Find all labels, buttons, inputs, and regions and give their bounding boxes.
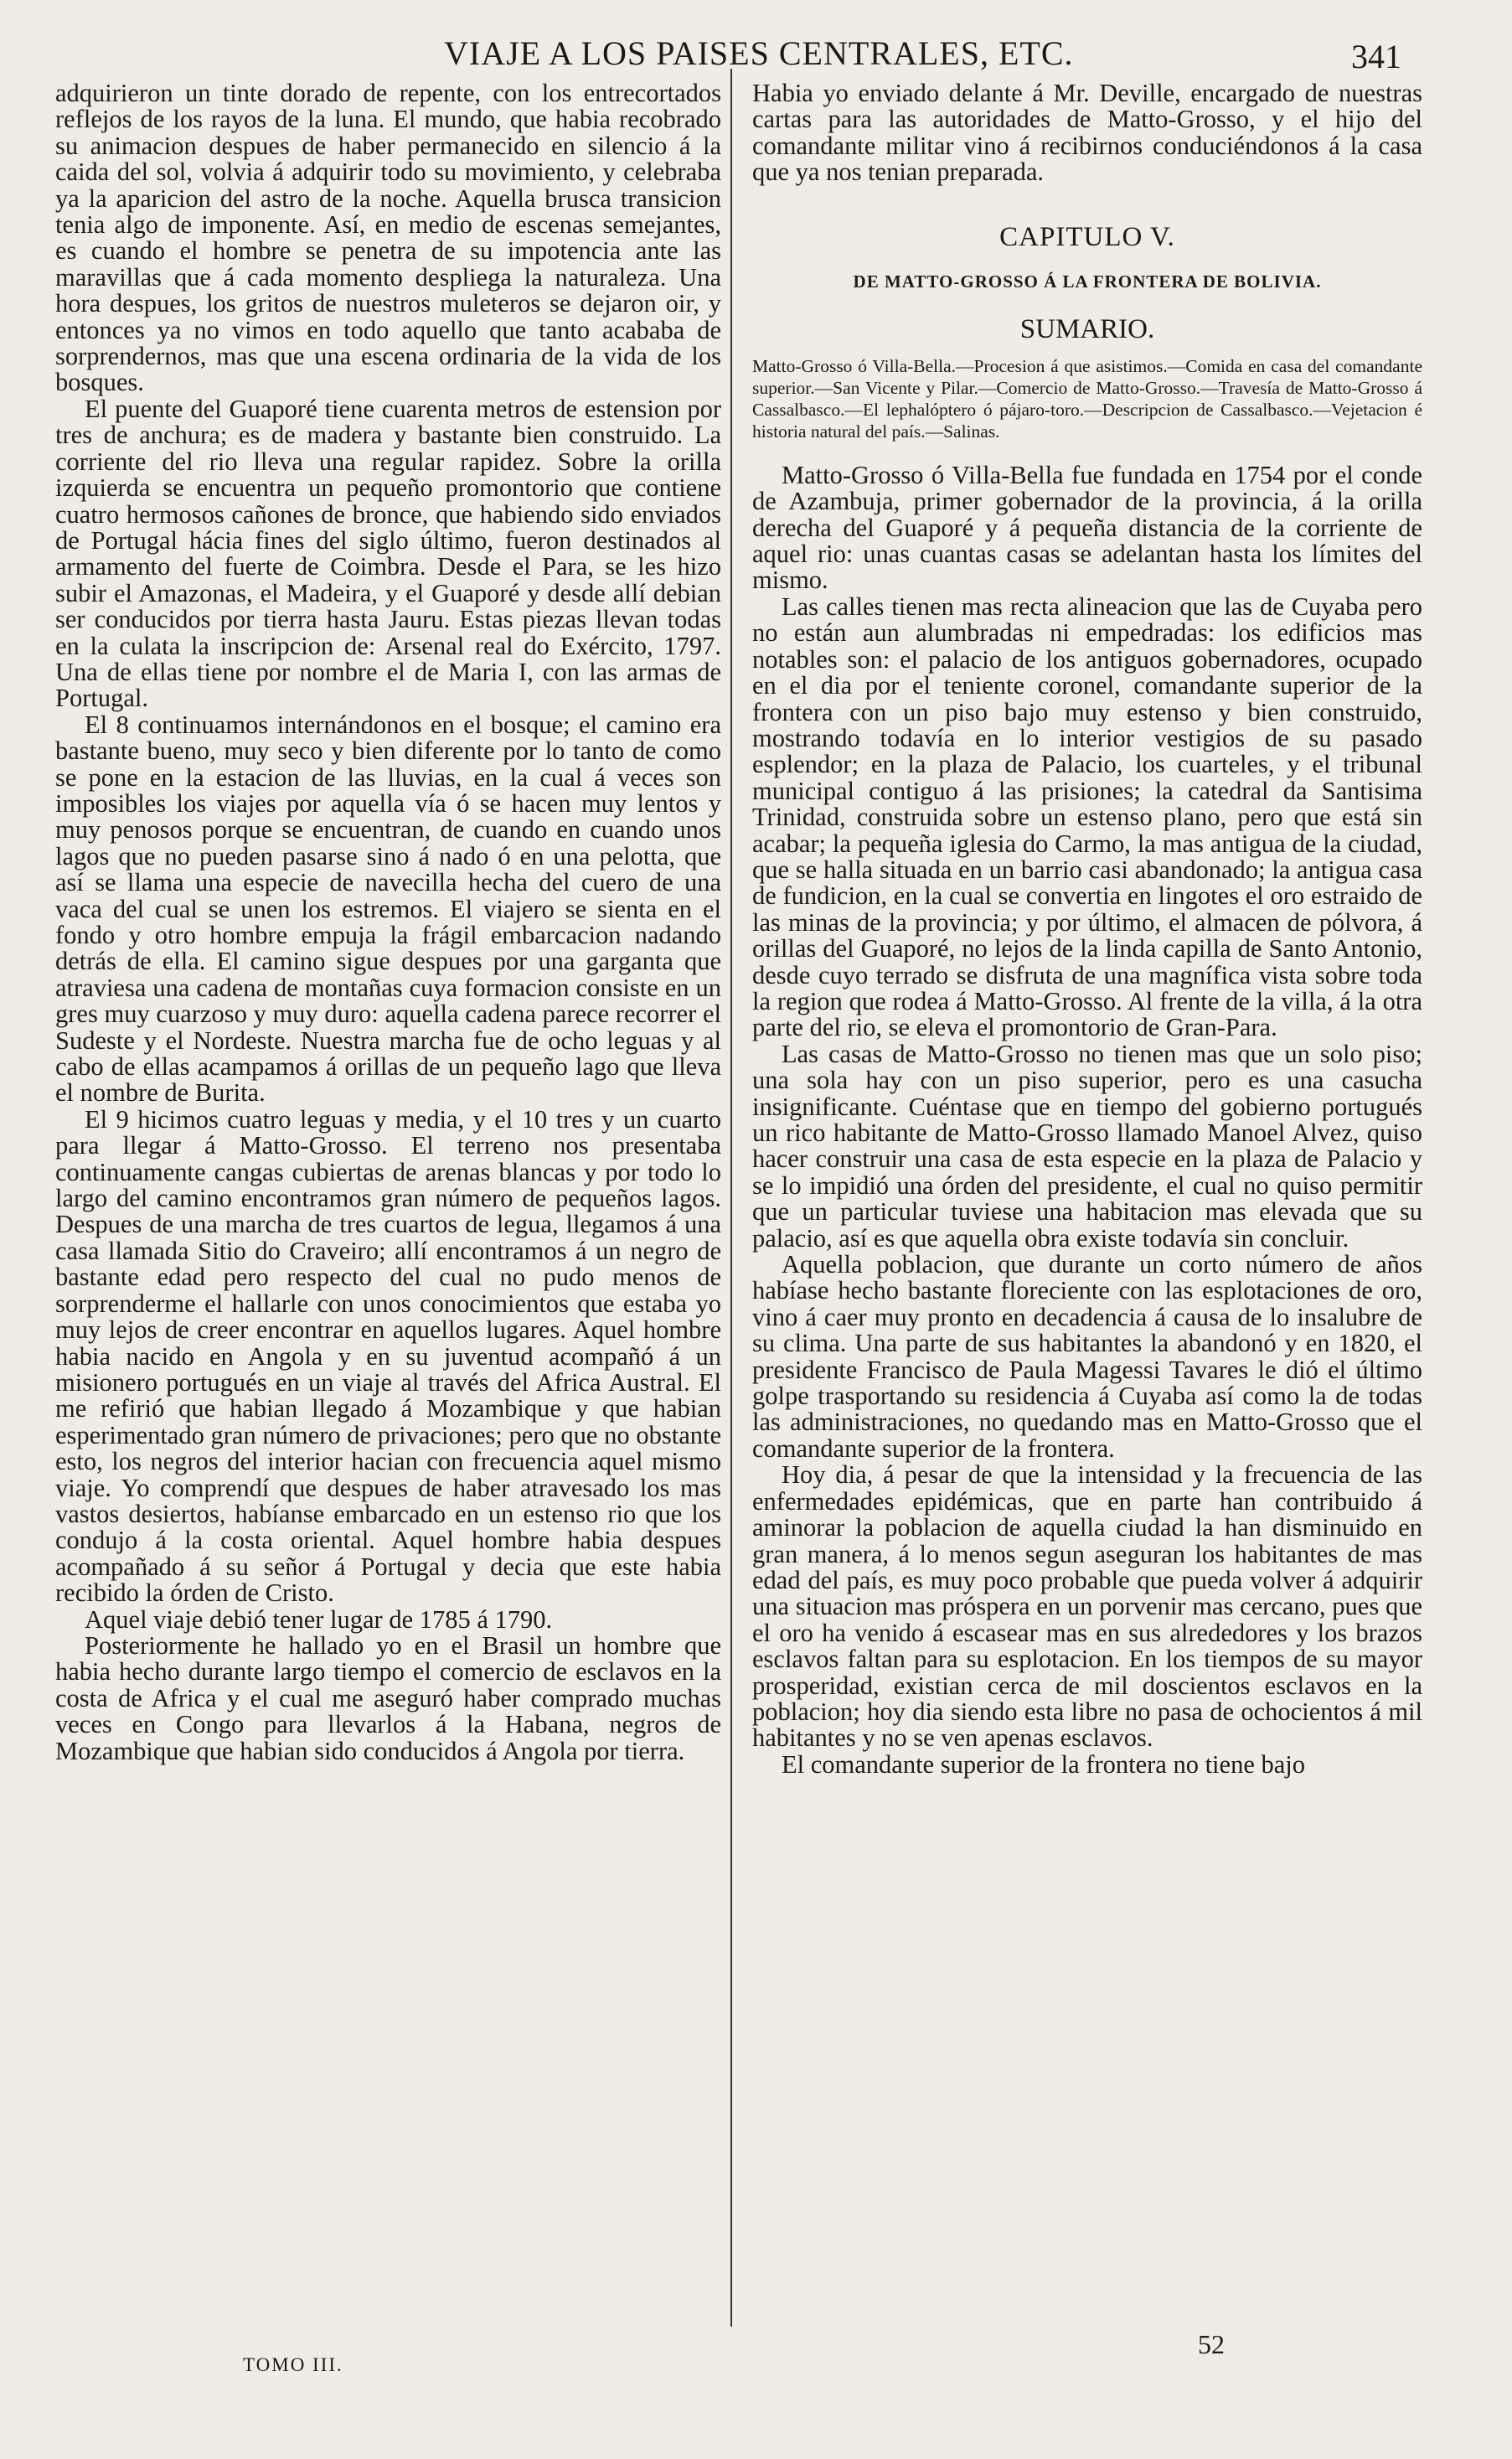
paragraph: Las calles tienen mas recta alineacion que las de Cuyaba pero no están aun alumbradas ni empedradas: los edificios mas notables son: el palacio de los antiguos gobernadores, ocupado en el dia por el teniente coronel, comandante superior de la frontera con un piso bajo muy estenso y bien construido, mostrando todavía en lo interior vestigios de su pasado esplendor; en la plaza de Palacio, los cuarteles, y el tribunal municipal contiguo á las prisiones; la catedral da Santisima Trinidad, construida sobre un estenso plano, pero que está sin acabar; la pequeña iglesia do Carmo, la mas antigua de la ciudad, que se halla situada en un barrio casi abandonado; la antigua casa de fundicion, en la cual se convertia en lingotes el oro estraido de las minas de la provincia; y por último, el almacen de pólvora, á orillas del Guaporé, no lejos de la linda capilla de Santo Antonio, desde cuyo terrado se disfruta de una magnífica vista sobre toda la region que rodea á Matto-Grosso. Al frente de la villa, á la otra parte del rio, se eleva el promontorio de Gran-Para.: [752, 592, 1422, 1042]
intro-paragraph: Habia yo enviado delante á Mr. Deville, encargado de nuestras cartas para las autoridades de Matto-Grosso, y el hijo del comandante militar vino á recibirnos conduciéndonos á la casa que ya nos tenian preparada.: [752, 79, 1422, 187]
paragraph: adquirieron un tinte dorado de repente, con los entrecortados reflejos de los rayos de la luna. El mundo, que habia recobrado su animacion despues de haber permanecido en silencio á la caida del sol, volvia á adquirir todo su movimiento, y celebraba ya la aparicion del astro de la noche. Aquella brusca transicion tenia algo de imponente. Así, en medio de escenas semejantes, es cuando el hombre se penetra de su impotencia ante las maravillas que á cada momento despliega la naturaleza. Una hora despues, los gritos de nuestros muleteros se dejaron oir, y entonces ya no vimos en todo aquello que tanto acababa de sorprendernos, mas que una escena ordinaria de la vida de los bosques.: [55, 79, 721, 397]
running-title: VIAJE A LOS PAISES CENTRALES, ETC.: [444, 34, 1074, 72]
signature-mark: 52: [1198, 2329, 1225, 2359]
left-column: [55, 80, 721, 1764]
paragraph: Aquella poblacion, que durante un corto número de años habíase hecho bastante floreciente con las esplotaciones de oro, vino á caer muy pronto en decadencia á causa de lo insalubre de su clima. Una parte de sus habitantes la abandonó y en 1820, el presidente Francisco de Paula Magessi Tavares le dió el último golpe trasportando su residencia á Cuyaba así como la de todas las administraciones, no quedando mas en Matto-Grosso que el comandante superior de la frontera.: [752, 1250, 1422, 1463]
paragraph: El puente del Guaporé tiene cuarenta metros de estension por tres de anchura; es de madera y bastante bien construido. La corriente del rio lleva una regular rapidez. Sobre la orilla izquierda se encuentra un pequeño promontorio que contiene cuatro hermosos cañones de bronce, que habiendo sido enviados de Portugal hácia fines del siglo último, fueron destinados al armamento del fuerte de Coimbra. Desde el Para, se les hizo subir el Amazonas, el Madeira, y el Guaporé y desde allí debian ser conducidos por tierra hasta Jauru. Estas piezas llevan todas en la culata la inscripcion de: Arsenal real do Exército, 1797. Una de ellas tiene por nombre el de Maria I, con las armas de Portugal.: [55, 394, 721, 713]
paragraph: Las casas de Matto-Grosso no tienen mas que un solo piso; una sola hay con un piso superior, pero es una casucha insignificante. Cuéntase que en tiempo del gobierno portugués un rico habitante de Matto-Grosso llamado Manoel Alvez, quiso hacer construir una casa de esta especie en la plaza de Palacio y se lo impidió una órden del presidente, el cual no quiso permitir que un particular tuviese una habitacion mas elevada que su palacio, así es que aquella obra existe todavía sin concluir.: [752, 1039, 1422, 1253]
paragraph: Posteriormente he hallado yo en el Brasil un hombre que habia hecho durante largo tiempo el comercio de esclavos en la costa de Africa y el cual me aseguró haber comprado muchas veces en Congo para llevarlos á la Habana, negros de Mozambique que habian sido conducidos á Angola por tierra.: [55, 1630, 721, 1765]
paragraph: El comandante superior de la frontera no tiene bajo: [782, 1749, 1305, 1779]
paragraph: Matto-Grosso ó Villa-Bella fue fundada en 1754 por el conde de Azambuja, primer gobernador de la provincia, á la orilla derecha del Guaporé y á pequeña distancia de la corriente de aquel rio: unas cuantas casas se adelantan hasta los límites del mismo.: [752, 460, 1422, 595]
volume-label: TOMO III.: [243, 2354, 343, 2375]
paragraph: El 8 continuamos internándonos en el bosque; el camino era bastante bueno, muy seco y bien diferente por lo tanto de como se pone en la estacion de las lluvias, en la cual á veces son imposibles los viajes por aquella vía ó se hacen muy lentos y muy penosos porque se encuentran, de cuando en cuando unos lagos que no pueden pasarse sino á nado ó en una pelotta, que así se llama una especie de navecilla hecha del cuero de una vaca del cual se unen los estremos. El viajero se sienta en el fondo y otro hombre empuja la frágil embarcacion nadando detrás de ella. El camino sigue despues por una garganta que atraviesa una cadena de montañas cuya formacion consiste en un gres muy cuarzoso y muy duro: aquella cadena parece recorrer el Sudeste y el Nordeste. Nuestra marcha fue de ocho leguas y al cabo de ellas acampamos á orillas de un pequeño lago que lleva el nombre de Burita.: [55, 710, 721, 1108]
column-divider: [730, 69, 732, 2327]
paragraph: El 9 hicimos cuatro leguas y media, y el 10 tres y un cuarto para llegar á Matto-Grosso. El terreno nos presentaba continuamente cangas cubiertas de arenas blancas y por todo lo largo del camino encontramos gran número de pequeños lagos. Despues de una marcha de tres cuartos de legua, llegamos á una casa llamada Sitio do Craveiro; allí encontramos á un negro de bastante edad pero respecto del cual no pudo menos de sorprenderme el hallarle con unos conocimientos que estaba yo muy lejos de creer encontrar en aquellos lugares. Aquel hombre habia nacido en Angola y en su juventud acompañó á un misionero portugués en un viaje al través del Africa Austral. El me refirió que habian llegado á Mozambique y que habian esperimentado gran número de privaciones; pero que no obstante esto, los negros del interior hacian con frecuencia aquel mismo viaje. Yo comprendí que despues de haber atravesado los mas vastos desiertos, habíanse embarcado en un estenso rio que los condujo á la costa oriental. Aquel hombre habia despues acompañado á su señor á Portugal y decia que este habia recibido la órden de Cristo.: [55, 1104, 721, 1608]
paragraph: Hoy dia, á pesar de que la intensidad y la frecuencia de las enfermedades epidémicas, que en parte han contribuido á aminorar la poblacion de aquella ciudad la han disminuido en gran manera, á lo menos segun aseguran los habitantes de mas edad del país, es muy poco probable que pueda volver á adquirir una situacion mas próspera en un porvenir mas cercano, pues que el oro ha venido á escasear mas en sus alrededores y los brazos esclavos faltan para su esplotacion. En los tiempos de su mayor prosperidad, existian cerca de mil doscientos esclavos en la poblacion; hoy dia siendo esta libre no pasa de ochocientos á mil habitantes y no se ven apenas esclavos.: [752, 1460, 1422, 1753]
chapter-subtitle: DE MATTO-GROSSO Á LA FRONTERA DE BOLIVIA.: [853, 271, 1322, 292]
chapter-title: CAPITULO V.: [999, 221, 1175, 252]
page-header: [0, 34, 1512, 84]
summary-text: Matto-Grosso ó Villa-Bella.—Procesion á que asistimos.—Comida en casa del comandante superior.—San Vicente y Pilar.—Comercio de Matto-Grosso.—Travesía de Matto-Grosso á Cassalbasco.—El lephalóptero ó pájaro-toro.—Descripcion de Cassalbasco.—Vejetacion é historia natural del país.—Salinas.: [752, 355, 1422, 442]
summary-heading: SUMARIO.: [1019, 314, 1155, 345]
paragraph: Aquel viaje debió tener lugar de 1785 á 1790.: [85, 1604, 553, 1634]
page-number: 341: [1351, 38, 1401, 75]
right-column: [752, 80, 1422, 1778]
